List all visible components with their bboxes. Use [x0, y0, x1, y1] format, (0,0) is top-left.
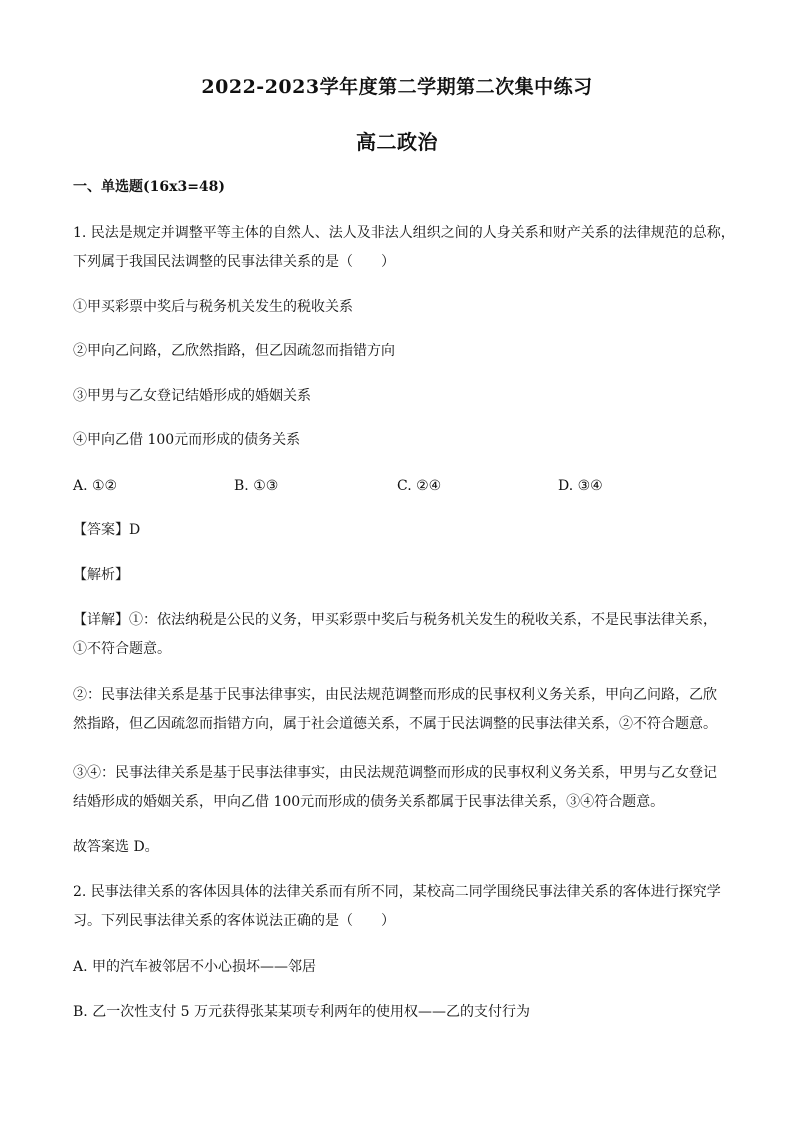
q1-detail3-line2: 结婚形成的婚姻关系，甲向乙借 100元而形成的债务关系都属于民事法律关系，③④符合题意。: [73, 794, 665, 810]
q2-option-b: B. 乙一次性支付 5 万元获得张某某项专利两年的使用权——乙的支付行为: [73, 1004, 530, 1020]
q1-option-d: D. ③④: [558, 478, 603, 494]
q1-option-c: C. ②④: [397, 478, 442, 494]
q1-item-1: ①甲买彩票中奖后与税务机关发生的税收关系: [73, 299, 353, 315]
q1-item-4: ④甲向乙借 100元而形成的债务关系: [73, 432, 301, 448]
q1-detail2-line2: 然指路，但乙因疏忽而指错方向，属于社会道德关系，不属于民法调整的民事法律关系，②不符合题意。: [73, 716, 717, 732]
q1-detail-line2: ①不符合题意。: [73, 641, 171, 657]
q1-answer: 【答案】D: [73, 522, 141, 538]
q1-option-a: A. ①②: [73, 478, 118, 494]
q1-detail-line1: 【详解】①：依法纳税是公民的义务，甲买彩票中奖后与税务机关发生的税收关系，不是民事法律关系，: [73, 612, 717, 628]
document-title: 2022-2023学年度第二学期第二次集中练习: [201, 76, 593, 98]
document-subtitle: 高二政治: [356, 130, 438, 154]
q2-stem-line2: 习。下列民事法律关系的客体说法正确的是（ ）: [73, 913, 395, 929]
q1-conclusion: 故答案选 D。: [73, 839, 159, 855]
q1-item-2: ②甲向乙问路，乙欣然指路，但乙因疏忽而指错方向: [73, 343, 395, 359]
q1-option-b: B. ①③: [234, 478, 279, 494]
q1-detail2-line1: ②：民事法律关系是基于民事法律事实，由民法规范调整而形成的民事权利义务关系，甲向乙问路，乙欣: [73, 687, 717, 703]
q1-item-3: ③甲男与乙女登记结婚形成的婚姻关系: [73, 388, 311, 404]
q1-stem-line1: 1. 民法是规定并调整平等主体的自然人、法人及非法人组织之间的人身关系和财产关系的法律规范的总称，: [73, 225, 735, 241]
section-heading: 一、单选题(16x3=48): [73, 179, 226, 195]
q1-analysis-label: 【解析】: [73, 567, 129, 583]
q1-detail3-line1: ③④：民事法律关系是基于民事法律事实，由民法规范调整而形成的民事权利义务关系，甲男与乙女登记: [73, 765, 717, 781]
q2-option-a: A. 甲的汽车被邻居不小心损坏——邻居: [73, 959, 317, 975]
q1-stem-line2: 下列属于我国民法调整的民事法律关系的是（ ）: [73, 254, 395, 270]
q2-stem-line1: 2. 民事法律关系的客体因具体的法律关系而有所不同，某校高二同学围绕民事法律关系的客体进行探究学: [73, 884, 721, 900]
